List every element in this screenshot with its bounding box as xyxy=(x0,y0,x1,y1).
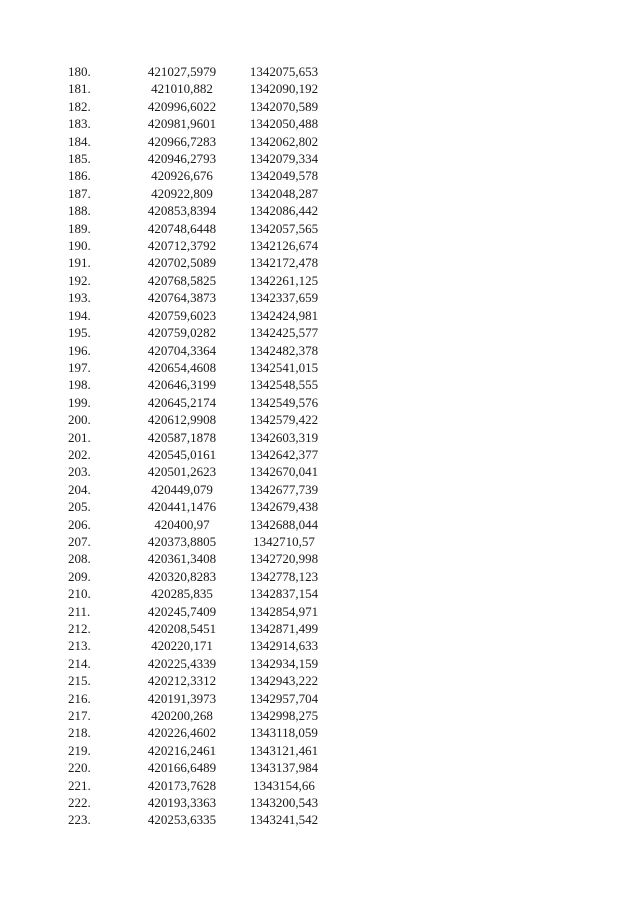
x-coordinate: 420320,8283 xyxy=(147,568,217,584)
y-coordinate: 1342943,222 xyxy=(249,673,319,689)
point-number: 185. xyxy=(68,151,91,167)
point-number: 205. xyxy=(68,499,91,515)
table-row xyxy=(60,481,336,498)
point-number: 187. xyxy=(68,185,91,201)
y-coordinate: 1342603,319 xyxy=(249,429,319,445)
table-row xyxy=(60,98,336,115)
table-row xyxy=(60,272,336,289)
x-coordinate: 421027,5979 xyxy=(147,64,217,79)
y-coordinate: 1342710,57 xyxy=(253,533,315,549)
x-coordinate: 420926,676 xyxy=(151,168,213,184)
table-row xyxy=(60,794,336,811)
point-number: 218. xyxy=(68,725,91,741)
point-number: 223. xyxy=(68,812,91,828)
x-coordinate: 420245,7409 xyxy=(147,603,217,619)
y-coordinate: 1342957,704 xyxy=(249,690,319,706)
table-row xyxy=(60,811,336,828)
y-coordinate: 1342837,154 xyxy=(249,586,319,602)
x-coordinate: 420212,3312 xyxy=(147,673,217,689)
point-number: 198. xyxy=(68,377,91,393)
point-number: 182. xyxy=(68,98,91,114)
x-coordinate: 420220,171 xyxy=(151,638,213,654)
table-row xyxy=(60,446,336,463)
point-number: 209. xyxy=(68,568,91,584)
x-coordinate: 420996,6022 xyxy=(147,98,217,114)
table-row xyxy=(60,80,336,97)
point-number: 216. xyxy=(68,690,91,706)
point-number: 210. xyxy=(68,586,91,602)
x-coordinate: 420946,2793 xyxy=(147,151,217,167)
table-row xyxy=(60,777,336,794)
table-row xyxy=(60,724,336,741)
y-coordinate: 1342079,334 xyxy=(249,151,319,167)
y-coordinate: 1342075,653 xyxy=(249,64,319,79)
point-number: 211. xyxy=(68,603,91,619)
point-number: 196. xyxy=(68,342,91,358)
x-coordinate: 420712,3792 xyxy=(147,238,217,254)
x-coordinate: 420208,5451 xyxy=(147,621,217,636)
x-coordinate: 420759,6023 xyxy=(147,307,217,323)
y-coordinate: 1342677,739 xyxy=(249,481,319,497)
point-number: 199. xyxy=(68,394,91,410)
table-row xyxy=(60,550,336,567)
y-coordinate: 1343137,984 xyxy=(249,760,319,776)
y-coordinate: 1342048,287 xyxy=(249,185,319,201)
x-coordinate: 420191,3973 xyxy=(147,690,217,706)
x-coordinate: 420587,1878 xyxy=(147,429,217,445)
point-number: 181. xyxy=(68,81,91,97)
y-coordinate: 1342871,499 xyxy=(249,621,319,636)
y-coordinate: 1342050,488 xyxy=(249,116,319,132)
point-number: 184. xyxy=(68,133,91,149)
table-row xyxy=(60,376,336,393)
y-coordinate: 1343118,059 xyxy=(250,725,318,741)
x-coordinate: 420966,7283 xyxy=(147,133,217,149)
x-coordinate: 420645,2174 xyxy=(147,394,217,410)
y-coordinate: 1342090,192 xyxy=(249,81,319,97)
y-coordinate: 1342548,555 xyxy=(249,377,319,393)
point-number: 192. xyxy=(68,272,91,288)
table-row xyxy=(60,620,336,637)
coordinate-table xyxy=(60,63,336,829)
table-row xyxy=(60,498,336,515)
y-coordinate: 1342261,125 xyxy=(249,272,319,288)
y-coordinate: 1342998,275 xyxy=(249,708,319,724)
point-number: 183. xyxy=(68,116,91,132)
table-row xyxy=(60,133,336,150)
point-number: 221. xyxy=(68,777,91,793)
y-coordinate: 1342934,159 xyxy=(249,655,319,671)
point-number: 208. xyxy=(68,551,91,567)
point-number: 194. xyxy=(68,307,91,323)
table-row xyxy=(60,742,336,759)
x-coordinate: 420449,079 xyxy=(151,481,213,497)
table-row xyxy=(60,690,336,707)
table-row xyxy=(60,759,336,776)
x-coordinate: 420361,3408 xyxy=(147,551,217,567)
y-coordinate: 1342688,044 xyxy=(249,516,319,532)
y-coordinate: 1342541,015 xyxy=(249,359,319,375)
x-coordinate: 420853,8394 xyxy=(147,203,217,219)
table-row xyxy=(60,185,336,202)
table-row xyxy=(60,289,336,306)
point-number: 217. xyxy=(68,708,91,724)
point-number: 186. xyxy=(68,168,91,184)
y-coordinate: 1342070,589 xyxy=(249,98,319,114)
x-coordinate: 420173,7628 xyxy=(147,777,217,793)
table-row xyxy=(60,394,336,411)
y-coordinate: 1342482,378 xyxy=(249,342,319,358)
x-coordinate: 420764,3873 xyxy=(147,290,217,306)
x-coordinate: 420200,268 xyxy=(151,708,213,724)
point-number: 207. xyxy=(68,533,91,549)
table-row xyxy=(60,63,336,80)
y-coordinate: 1342579,422 xyxy=(249,412,319,428)
x-coordinate: 420759,0282 xyxy=(147,325,217,341)
table-row xyxy=(60,655,336,672)
table-row xyxy=(60,568,336,585)
table-row xyxy=(60,707,336,724)
y-coordinate: 1342057,565 xyxy=(249,220,319,236)
x-coordinate: 420646,3199 xyxy=(147,377,217,393)
point-number: 222. xyxy=(68,795,91,811)
x-coordinate: 420216,2461 xyxy=(147,742,217,758)
x-coordinate: 420225,4339 xyxy=(147,655,217,671)
table-row xyxy=(60,672,336,689)
table-row xyxy=(60,167,336,184)
y-coordinate: 1343200,543 xyxy=(249,795,319,811)
table-row xyxy=(60,637,336,654)
point-number: 206. xyxy=(68,516,91,532)
x-coordinate: 420253,6335 xyxy=(147,812,217,828)
point-number: 189. xyxy=(68,220,91,236)
point-number: 197. xyxy=(68,359,91,375)
table-row xyxy=(60,342,336,359)
table-row xyxy=(60,603,336,620)
point-number: 200. xyxy=(68,412,91,428)
y-coordinate: 1343121,461 xyxy=(249,742,319,758)
point-number: 212. xyxy=(68,621,91,636)
table-row xyxy=(60,254,336,271)
y-coordinate: 1342642,377 xyxy=(249,446,319,462)
x-coordinate: 420545,0161 xyxy=(147,446,217,462)
point-number: 204. xyxy=(68,481,91,497)
table-row xyxy=(60,237,336,254)
point-number: 188. xyxy=(68,203,91,219)
x-coordinate: 420981,9601 xyxy=(147,116,217,132)
y-coordinate: 1342086,442 xyxy=(249,203,319,219)
point-number: 215. xyxy=(68,673,91,689)
y-coordinate: 1342172,478 xyxy=(249,255,319,271)
coordinate-table-body xyxy=(60,63,336,829)
point-number: 214. xyxy=(68,655,91,671)
table-row xyxy=(60,533,336,550)
x-coordinate: 420702,5089 xyxy=(147,255,217,271)
y-coordinate: 1342679,438 xyxy=(249,499,319,515)
y-coordinate: 1342778,123 xyxy=(249,568,319,584)
y-coordinate: 1342670,041 xyxy=(249,464,319,480)
table-row xyxy=(60,463,336,480)
table-row xyxy=(60,150,336,167)
table-row xyxy=(60,220,336,237)
y-coordinate: 1342049,578 xyxy=(249,168,319,184)
point-number: 201. xyxy=(68,429,91,445)
x-coordinate: 420768,5825 xyxy=(147,272,217,288)
x-coordinate: 420748,6448 xyxy=(147,220,217,236)
point-number: 191. xyxy=(68,255,91,271)
x-coordinate: 420226,4602 xyxy=(147,725,217,741)
x-coordinate: 420285,835 xyxy=(151,586,213,602)
table-row xyxy=(60,429,336,446)
x-coordinate: 420166,6489 xyxy=(147,760,217,776)
table-row xyxy=(60,359,336,376)
table-row xyxy=(60,585,336,602)
y-coordinate: 1342854,971 xyxy=(249,603,319,619)
y-coordinate: 1342720,998 xyxy=(249,551,319,567)
x-coordinate: 420193,3363 xyxy=(147,795,217,811)
point-number: 203. xyxy=(68,464,91,480)
y-coordinate: 1343154,66 xyxy=(253,777,315,793)
table-row xyxy=(60,324,336,341)
x-coordinate: 420501,2623 xyxy=(147,464,217,480)
y-coordinate: 1342337,659 xyxy=(249,290,319,306)
x-coordinate: 420373,8805 xyxy=(147,533,217,549)
table-row xyxy=(60,411,336,428)
point-number: 193. xyxy=(68,290,91,306)
point-number: 195. xyxy=(68,325,91,341)
x-coordinate: 420400,97 xyxy=(154,516,210,532)
y-coordinate: 1342126,674 xyxy=(249,238,319,254)
y-coordinate: 1342425,577 xyxy=(249,325,319,341)
point-number: 180. xyxy=(68,64,91,79)
table-row xyxy=(60,307,336,324)
table-row xyxy=(60,516,336,533)
y-coordinate: 1343241,542 xyxy=(249,812,319,828)
y-coordinate: 1342914,633 xyxy=(249,638,319,654)
x-coordinate: 420612,9908 xyxy=(147,412,217,428)
point-number: 219. xyxy=(68,742,91,758)
x-coordinate: 420441,1476 xyxy=(147,499,217,515)
point-number: 220. xyxy=(68,760,91,776)
y-coordinate: 1342549,576 xyxy=(249,394,319,410)
table-row xyxy=(60,115,336,132)
y-coordinate: 1342062,802 xyxy=(249,133,319,149)
x-coordinate: 420922,809 xyxy=(151,185,213,201)
x-coordinate: 420654,4608 xyxy=(147,359,217,375)
point-number: 202. xyxy=(68,446,91,462)
x-coordinate: 420704,3364 xyxy=(147,342,217,358)
x-coordinate: 421010,882 xyxy=(151,81,213,97)
table-row xyxy=(60,202,336,219)
point-number: 213. xyxy=(68,638,91,654)
y-coordinate: 1342424,981 xyxy=(249,307,319,323)
point-number: 190. xyxy=(68,238,91,254)
